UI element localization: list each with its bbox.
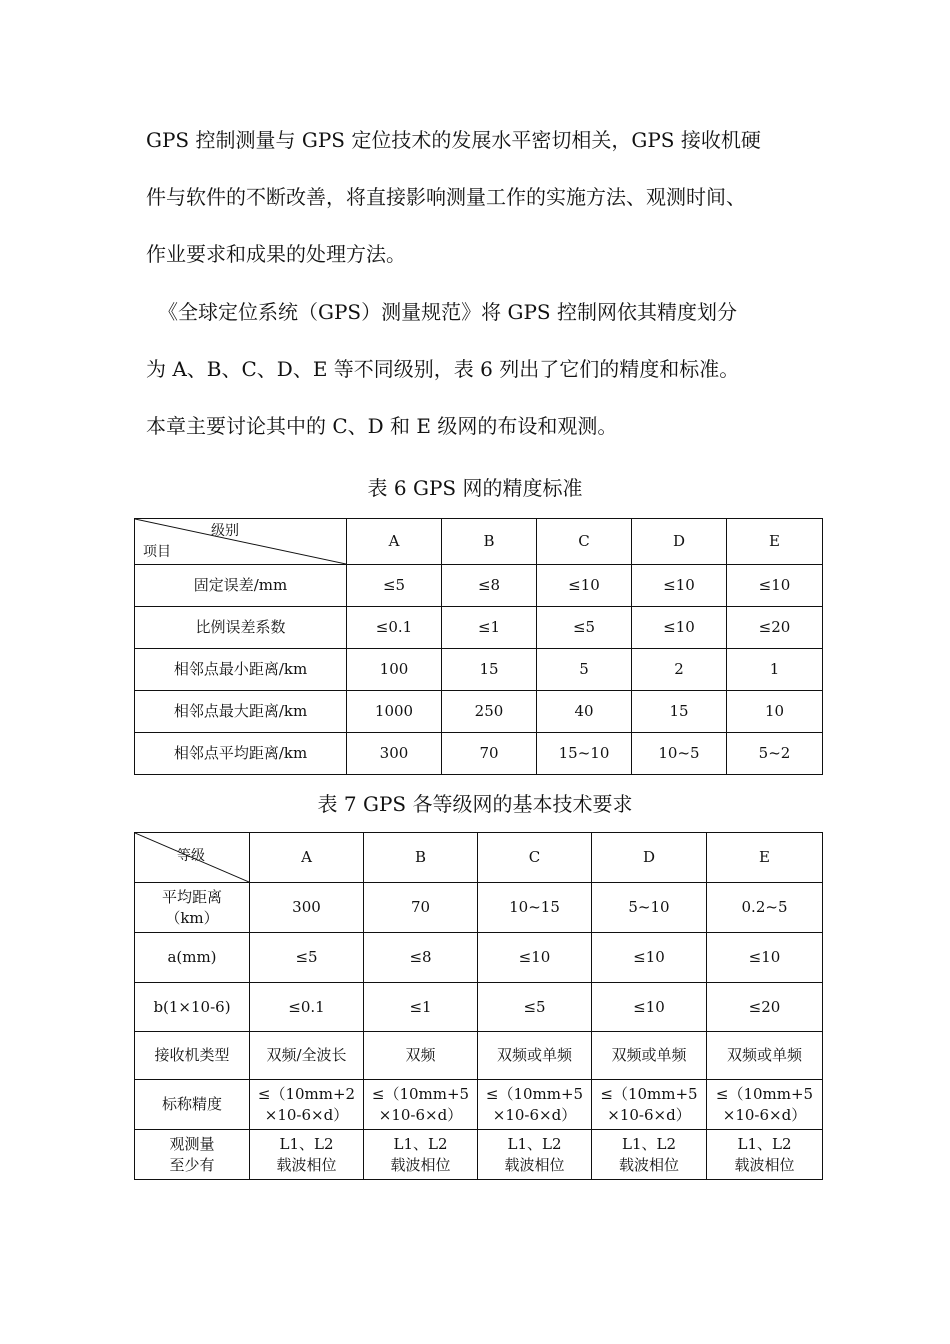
table-cell xyxy=(592,1130,707,1180)
table-cell: 300 xyxy=(250,883,364,933)
row-label: b(1×10-6) xyxy=(135,983,250,1032)
table-cell: 15~10 xyxy=(537,733,632,775)
table-cell: ≤1 xyxy=(364,983,478,1032)
table-cell xyxy=(250,1130,364,1180)
column-header: C xyxy=(478,833,592,883)
cell-line: 载波相位 xyxy=(618,1155,679,1174)
table-cell: ≤10 xyxy=(632,565,727,607)
column-header: B xyxy=(442,519,537,565)
column-header: E xyxy=(707,833,823,883)
table-cell: 250 xyxy=(442,691,537,733)
table-cell: 2 xyxy=(632,649,727,691)
paragraph-standard xyxy=(146,284,826,455)
table-cell: 70 xyxy=(442,733,537,775)
cell-line: ≤（10mm+5 xyxy=(600,1084,698,1103)
table-row xyxy=(135,733,823,775)
table-cell xyxy=(478,1130,592,1180)
table-cell: 双频或单频 xyxy=(592,1032,707,1080)
cell-line: ≤（10mm+5 xyxy=(371,1084,470,1103)
column-header: D xyxy=(592,833,707,883)
cell-line: L1、L2 xyxy=(737,1134,792,1153)
table-cell xyxy=(364,1130,478,1180)
row-label-line: 观测量 xyxy=(169,1134,215,1153)
cell-line: L1、L2 xyxy=(279,1134,334,1153)
text-line: 本章主要讨论其中的 C、D 和 E 级网的布设和观测。 xyxy=(146,414,618,438)
table-cell: ≤10 xyxy=(592,933,707,983)
table-cell: 双频/全波长 xyxy=(250,1032,364,1080)
table-cell xyxy=(592,1080,707,1130)
row-label: 比例误差系数 xyxy=(135,607,347,649)
table-cell: ≤10 xyxy=(707,933,823,983)
table-cell: ≤0.1 xyxy=(347,607,442,649)
table-cell: 40 xyxy=(537,691,632,733)
paragraph-intro xyxy=(146,112,826,283)
row-label-line: 平均距离 xyxy=(161,887,222,906)
row-label: 固定误差/mm xyxy=(135,565,347,607)
table-cell: ≤0.1 xyxy=(250,983,364,1032)
table-row xyxy=(135,1080,823,1130)
table-row xyxy=(135,565,823,607)
row-label-line: （km） xyxy=(165,908,219,927)
table-cell xyxy=(364,1080,478,1130)
cell-line: 载波相位 xyxy=(390,1155,451,1174)
cell-line: ×10-6×d） xyxy=(492,1105,577,1124)
table-row xyxy=(135,1032,823,1080)
table-cell xyxy=(707,1080,823,1130)
table-cell: 0.2~5 xyxy=(707,883,823,933)
text-line: 《全球定位系统（GPS）测量规范》将 GPS 控制网依其精度划分 xyxy=(158,300,737,324)
corner-bottom-label: 项目 xyxy=(143,544,171,560)
table-cell xyxy=(707,1130,823,1180)
table-cell: 双频 xyxy=(364,1032,478,1080)
table-row xyxy=(135,1130,823,1180)
table-cell: 双频或单频 xyxy=(707,1032,823,1080)
table-cell: ≤10 xyxy=(592,983,707,1032)
table-cell: ≤10 xyxy=(727,565,823,607)
cell-line: L1、L2 xyxy=(393,1134,448,1153)
cell-line: 载波相位 xyxy=(504,1155,565,1174)
corner-header xyxy=(135,519,347,565)
table-row xyxy=(135,607,823,649)
cell-line: 载波相位 xyxy=(734,1155,795,1174)
cell-line: 载波相位 xyxy=(276,1155,337,1174)
table6-caption: 表 6 GPS 网的精度标准 xyxy=(367,476,583,500)
corner-top-label: 级别 xyxy=(211,523,239,539)
table-cell: 5 xyxy=(537,649,632,691)
table-cell: 双频或单频 xyxy=(478,1032,592,1080)
row-label-line: 至少有 xyxy=(169,1155,215,1174)
table-cell: ≤5 xyxy=(537,607,632,649)
text-line: 件与软件的不断改善，将直接影响测量工作的实施方法、观测时间、 xyxy=(146,185,746,209)
table-cell: 10 xyxy=(727,691,823,733)
table-cell xyxy=(250,1080,364,1130)
table-cell: 10~15 xyxy=(478,883,592,933)
cell-line: ≤（10mm+5 xyxy=(485,1084,584,1103)
table-cell: 10~5 xyxy=(632,733,727,775)
cell-line: ×10-6×d） xyxy=(264,1105,349,1124)
table-cell: ≤5 xyxy=(250,933,364,983)
table-cell: ≤20 xyxy=(707,983,823,1032)
row-label: 相邻点平均距离/km xyxy=(135,733,347,775)
row-label: 相邻点最大距离/km xyxy=(135,691,347,733)
column-header: C xyxy=(537,519,632,565)
table-cell: ≤5 xyxy=(478,983,592,1032)
cell-line: L1、L2 xyxy=(621,1134,676,1153)
table-cell: ≤20 xyxy=(727,607,823,649)
table-row xyxy=(135,883,823,933)
table6-precision-standard xyxy=(134,518,823,775)
table-cell: 15 xyxy=(632,691,727,733)
cell-line: L1、L2 xyxy=(507,1134,562,1153)
table-cell: 70 xyxy=(364,883,478,933)
table-cell: 5~2 xyxy=(727,733,823,775)
cell-line: ×10-6×d） xyxy=(378,1105,463,1124)
column-header: D xyxy=(632,519,727,565)
table7-caption: 表 7 GPS 各等级网的基本技术要求 xyxy=(317,792,633,816)
table-cell: ≤8 xyxy=(364,933,478,983)
table-cell: ≤1 xyxy=(442,607,537,649)
cell-line: ≤（10mm+5 xyxy=(715,1084,814,1103)
table-cell: ≤10 xyxy=(537,565,632,607)
row-label: 相邻点最小距离/km xyxy=(135,649,347,691)
table-cell: 1000 xyxy=(347,691,442,733)
table-row xyxy=(135,649,823,691)
table-cell: 15 xyxy=(442,649,537,691)
column-header: A xyxy=(347,519,442,565)
cell-line: ×10-6×d） xyxy=(722,1105,807,1124)
table-cell: 100 xyxy=(347,649,442,691)
table-cell: ≤8 xyxy=(442,565,537,607)
table-cell: 300 xyxy=(347,733,442,775)
column-header: E xyxy=(727,519,823,565)
table-cell: 1 xyxy=(727,649,823,691)
table-row xyxy=(135,933,823,983)
text-line: 作业要求和成果的处理方法。 xyxy=(146,242,406,266)
corner-header xyxy=(135,833,250,883)
table-cell: ≤10 xyxy=(478,933,592,983)
table-row xyxy=(135,983,823,1032)
table-header-row xyxy=(135,519,823,565)
column-header: A xyxy=(250,833,364,883)
cell-line: ≤（10mm+2 xyxy=(257,1084,356,1103)
corner-top-label: 等级 xyxy=(177,848,205,864)
row-label: a(mm) xyxy=(135,933,250,983)
row-label xyxy=(135,1130,250,1180)
table7-technical-requirements xyxy=(134,832,823,1180)
table-cell: 5~10 xyxy=(592,883,707,933)
row-label xyxy=(135,883,250,933)
table-cell: ≤5 xyxy=(347,565,442,607)
row-label: 标称精度 xyxy=(135,1080,250,1130)
table-row xyxy=(135,691,823,733)
table-cell: ≤10 xyxy=(632,607,727,649)
column-header: B xyxy=(364,833,478,883)
cell-line: ×10-6×d） xyxy=(607,1105,691,1124)
text-line: 为 A、B、C、D、E 等不同级别，表 6 列出了它们的精度和标准。 xyxy=(146,357,740,381)
text-line: GPS 控制测量与 GPS 定位技术的发展水平密切相关，GPS 接收机硬 xyxy=(146,128,761,152)
table-cell xyxy=(478,1080,592,1130)
row-label: 接收机类型 xyxy=(135,1032,250,1080)
table-header-row xyxy=(135,833,823,883)
